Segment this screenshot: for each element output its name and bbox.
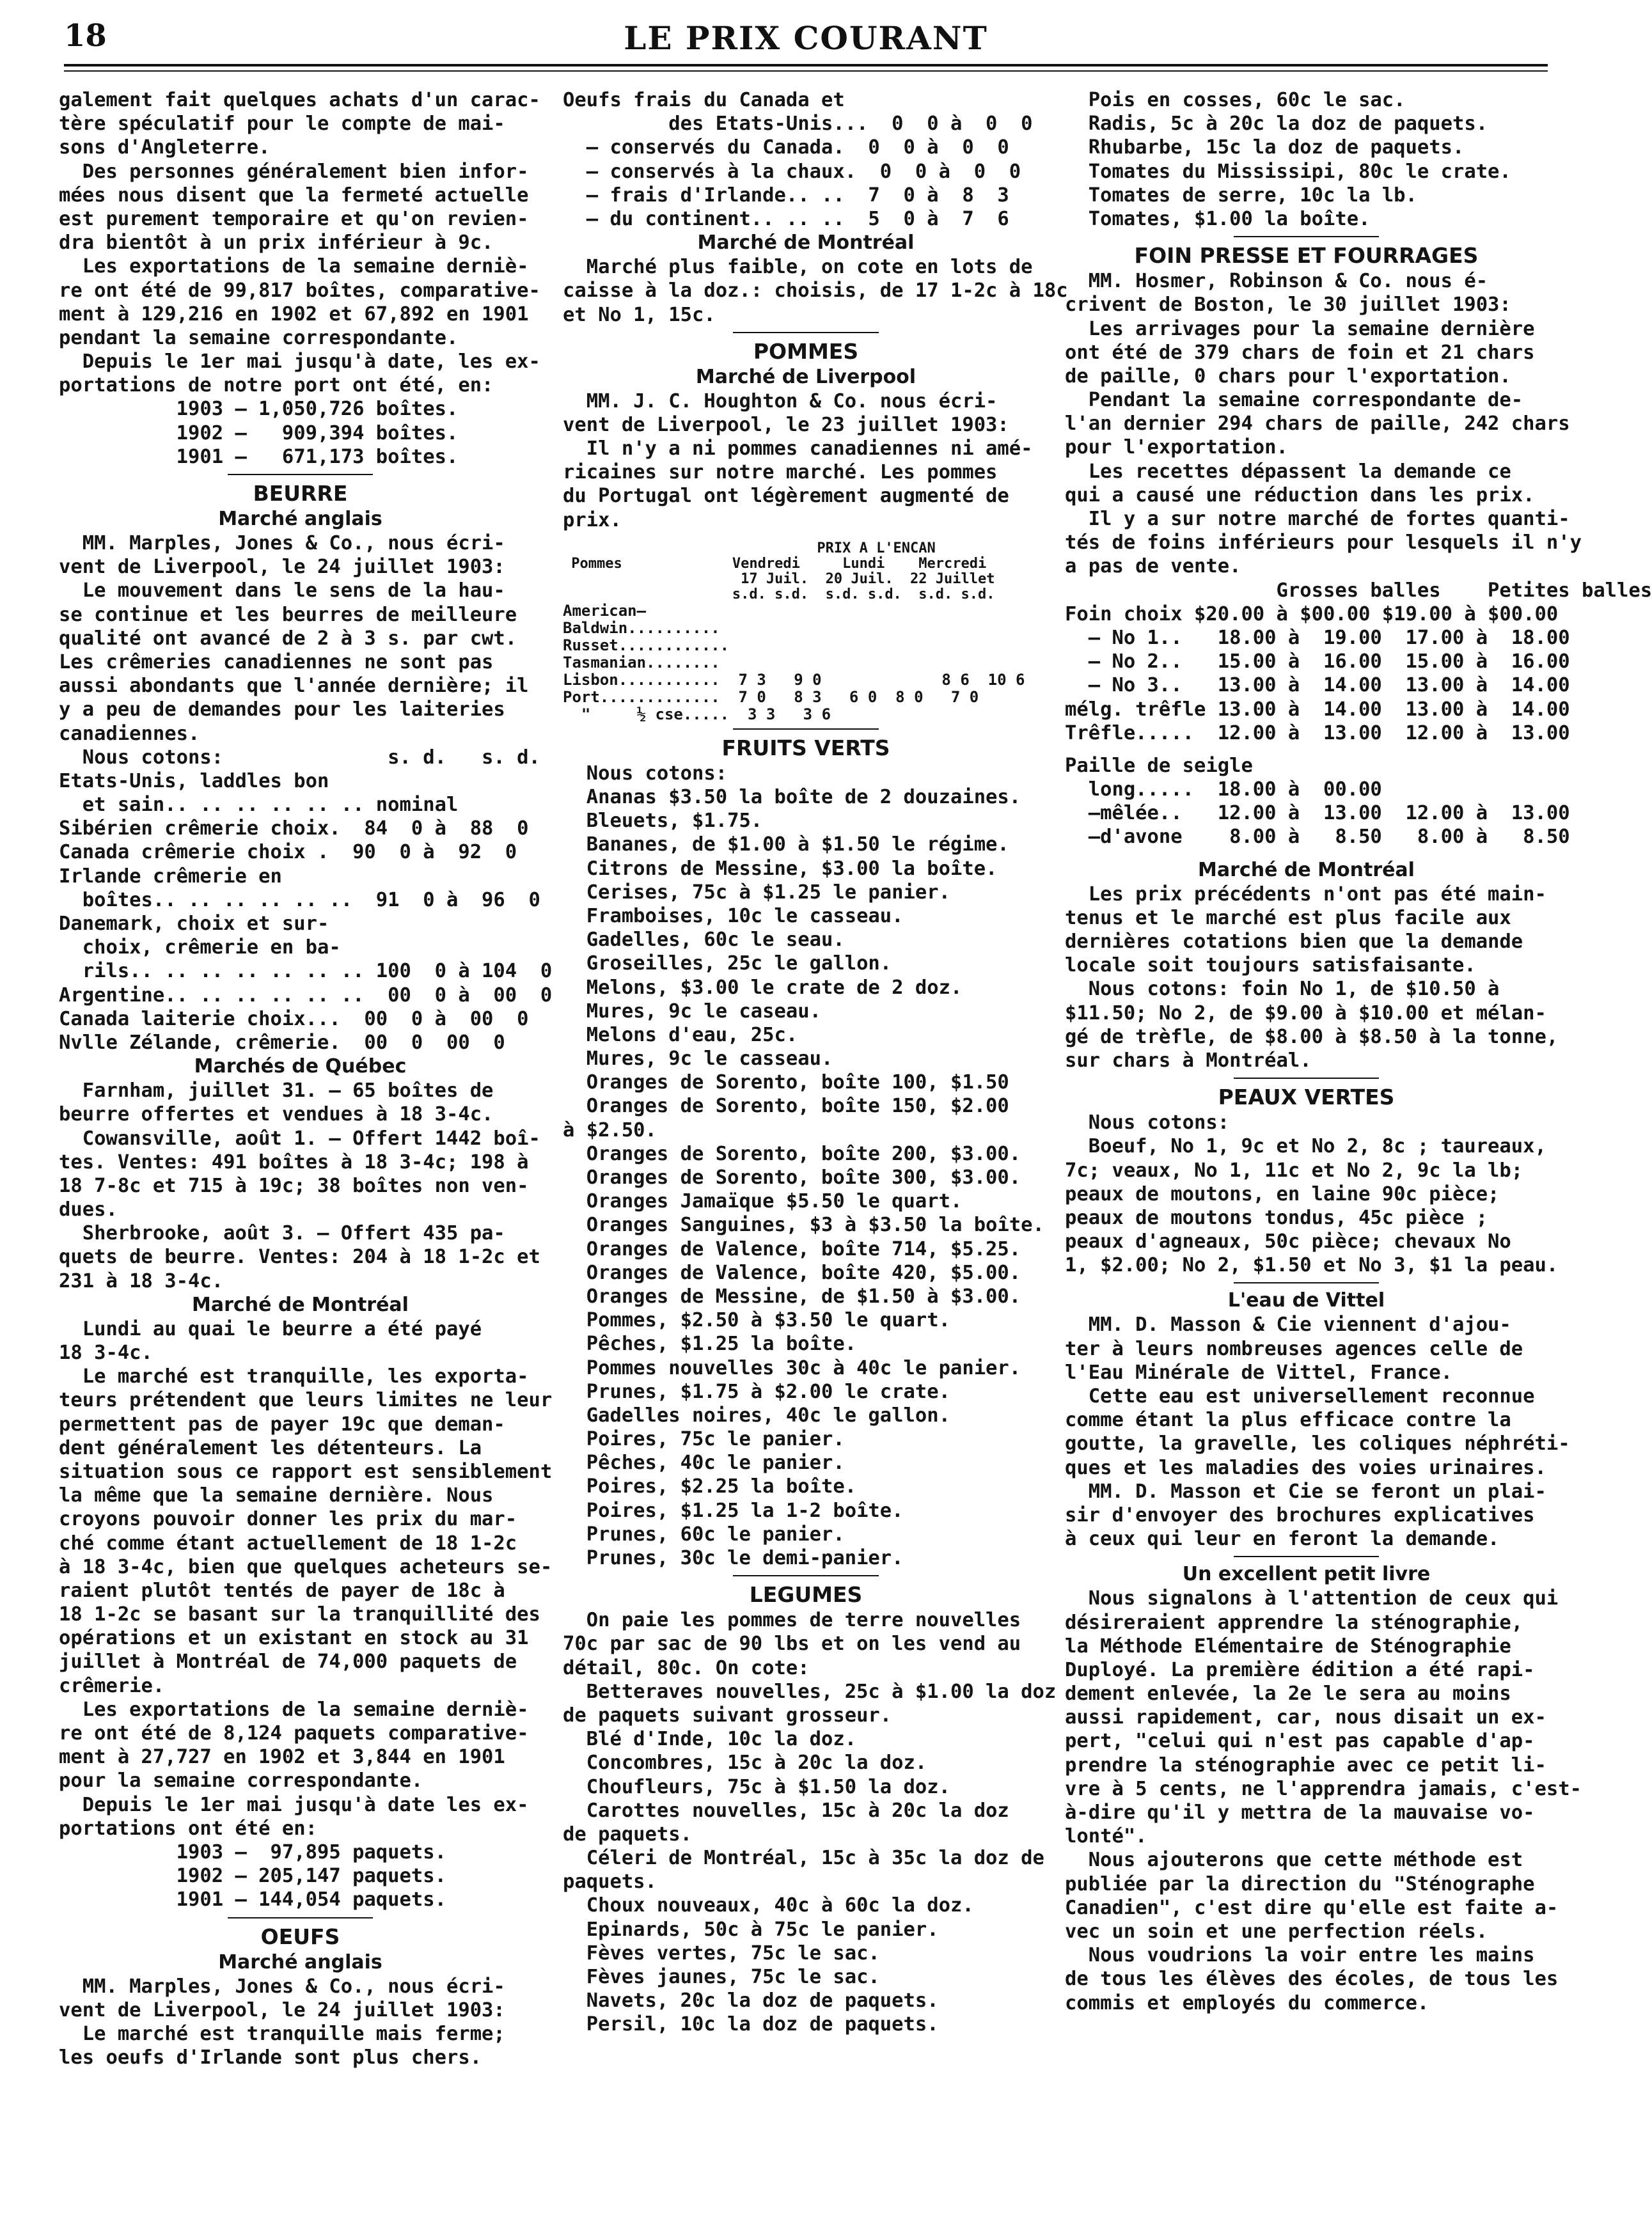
text-line: $11.50; No 2, de $9.00 à $10.00 et mélan- [1065,1001,1546,1024]
text-line: Choux nouveaux, 40c à 60c la doz. [563,1894,974,1917]
text-line: prix. [563,508,622,531]
column-1 [59,88,553,2069]
text-line: sir d'envoyer des brochures explicatives [1065,1503,1535,1526]
text-line: Danemark, choix et sur- [59,913,329,935]
text-line: dernières cotations bien que la demande [1065,930,1523,953]
text-line: Les exportations de la semaine derniè- [59,1698,529,1721]
text-line: qualité ont avancé de 2 à 3 s. par cwt. [59,627,517,650]
table-header-line: s.d. s.d. s.d. s.d. s.d. s.d. [563,586,995,602]
text-line: MM. D. Masson & Cie viennent d'ajou- [1065,1314,1511,1337]
text-line: Les prix précédents n'ont pas été main- [1065,883,1546,906]
text-line: locale soit toujours satisfaisante. [1065,954,1476,977]
text-line: goutte, la gravelle, les coliques néphréti- [1065,1432,1570,1455]
text-line: Nous signalons à l'attention de ceux qui [1065,1587,1559,1610]
text-line: pour l'exportation. [1065,436,1288,459]
section-divider [563,1570,1049,1581]
text-line: Prunes, 60c le panier. [563,1523,845,1546]
text-line: 18 7-8c et 715 à 19c; 38 boîtes non ven- [59,1174,529,1197]
section-divider [1065,231,1548,242]
text-line: Bananes, de $1.00 à $1.50 le régime. [563,833,1009,856]
text-line: — conservés à la chaux. 0 0 à 0 0 [563,160,1021,183]
text-line: Oranges Sanguines, $3 à $3.50 la boîte. [563,1214,1044,1237]
text-line: Sherbrooke, août 3. — Offert 435 pa- [59,1222,505,1245]
text-line: de paille, 0 chars pour l'exportation. [1065,365,1511,388]
text-line: MM. J. C. Houghton & Co. nous écri- [563,389,998,412]
text-line: Le marché est tranquille, les exporta- [59,1365,529,1388]
table-row: Baldwin.......... [563,618,720,637]
text-line: comme étant la plus efficace contre la [1065,1409,1511,1432]
text-line: — du continent.. .. .. 5 0 à 7 6 [563,207,1009,230]
text-line: quets de beurre. Ventes: 204 à 18 1-2c et [59,1246,540,1269]
text-line: ché comme étant actuellement de 18 1-2c [59,1532,517,1555]
text-line: Les crêmeries canadiennes ne sont pas [59,650,494,673]
table-row: " ½ cse..... 3 3 3 6 [563,705,831,723]
text-line: Mures, 9c le casseau. [563,1047,833,1071]
text-line: tes. Ventes: 491 boîtes à 18 3-4c; 198 à [59,1150,529,1173]
section-heading: POMMES [753,338,859,364]
text-line: Cerises, 75c à $1.25 le panier. [563,881,950,904]
text-line: Oranges de Sorento, boîte 200, $3.00. [563,1142,1021,1165]
text-line: Pois en cosses, 60c le sac. [1065,89,1406,111]
text-line: et sain.. .. .. .. .. .. nominal [59,794,459,817]
table-header-line: 17 Juil. 20 Juil. 22 Juillet [563,570,995,587]
text-line: à $2.50. [563,1118,657,1141]
text-line: Le marché est tranquille mais ferme; [59,2022,505,2045]
text-line: pert, "celui qui n'est pas capable d'ap- [1065,1730,1535,1753]
text-line: à-dire qu'il y mettra de la mauvaise vo- [1065,1801,1535,1824]
text-line: Cette eau est universellement reconnue [1065,1385,1535,1408]
text-line: caisse à la doz.: choisis, de 17 1-2c à 18c [563,279,1068,302]
text-line: teurs prétendent que leurs limites ne leur [59,1389,553,1412]
text-line: portations ont été en: [59,1817,317,1840]
text-line: Bleuets, $1.75. [563,810,763,833]
page-header [64,13,1548,64]
text-line: Mures, 9c le caseau. [563,1000,821,1023]
text-line: des Etats-Unis... 0 0 à 0 0 [563,113,1033,136]
section-heading: BEURRE [253,481,348,506]
spacer [1065,745,1548,754]
column-2 [563,88,1068,2037]
text-line: Gadelles noires, 40c le gallon. [563,1404,950,1427]
section-heading: FRUITS VERTS [721,735,890,760]
text-line: Il y a sur notre marché de fortes quanti- [1065,508,1570,530]
text-line: Carottes nouvelles, 15c à 20c la doz [563,1799,1009,1822]
text-line: Depuis le 1er mai jusqu'à date, les ex- [59,350,540,373]
text-line: Le mouvement dans le sens de la hau- [59,579,505,602]
text-line: raient plutôt tentés de payer de 18c à [59,1579,505,1602]
text-line: à ceux qui leur en feront la demande. [1065,1528,1500,1551]
text-line: permettent pas de payer 19c que deman- [59,1413,505,1436]
spacer [563,532,1049,541]
table-header-line: Pommes Vendredi Lundi Mercredi [563,555,987,572]
text-line: MM. Marples, Jones & Co., nous écri- [59,1975,505,1998]
text-line: et No 1, 15c. [563,303,716,326]
subsection-heading: Marchés de Québec [194,1055,407,1078]
text-line: gé de trèfle, de $8.00 à $8.50 à la tonne, [1065,1025,1559,1048]
text-line: Lundi au quai le beurre a été payé [59,1317,482,1340]
text-line: les oeufs d'Irlande sont plus chers. [59,2046,482,2069]
table-header-line: PRIX A L'ENCAN [563,540,936,556]
text-line: re ont été de 8,124 paquets comparative- [59,1722,529,1745]
text-line: tenus et le marché est plus facile aux [1065,906,1511,929]
text-line: mées nous disent que la fermeté actuelle [59,184,529,207]
text-line: Canada crêmerie choix . 90 0 à 92 0 [59,841,517,864]
text-line: Oranges de Valence, boîte 714, $5.25. [563,1237,1021,1260]
subsection-heading: Marché anglais [218,508,382,530]
text-line: On paie les pommes de terre nouvelles [563,1609,1021,1632]
text-line: Betteraves nouvelles, 25c à $1.00 la doz [563,1680,1057,1703]
text-line: Nous cotons: [563,762,728,785]
text-line: Canada laiterie choix... 00 0 à 00 0 [59,1007,529,1030]
text-line: Les recettes dépassent la demande ce [1065,460,1511,483]
section-heading: LEGUMES [749,1582,863,1608]
text-line: est purement temporaire et qu'on revien- [59,207,529,230]
text-line: Ananas $3.50 la boîte de 2 douzaines. [563,786,1021,808]
text-line: Céleri de Montréal, 15c à 35c la doz de [563,1847,1044,1870]
text-line: Oranges de Sorento, boîte 300, $3.00. [563,1166,1021,1189]
section-divider [563,723,1049,735]
text-line: paquets. [563,1871,657,1894]
text-line: Etats-Unis, laddles bon [59,769,329,792]
text-line: 1901 — 144,054 paquets. [59,1888,446,1911]
text-line: 7c; veaux, No 1, 11c et No 2, 9c la lb; [1065,1159,1523,1182]
text-line: ricaines sur notre marché. Les pommes [563,461,998,484]
text-line: dra bientôt à un prix inférieur à 9c. [59,231,494,255]
subsection-heading: Marché de Montréal [1198,858,1415,881]
text-line: vec un soin et une perfection réels. [1065,1920,1488,1943]
section-divider [59,1912,542,1924]
text-line: 18 1-2c se basant sur la tranquillité des [59,1603,540,1626]
text-line: Blé d'Inde, 10c la doz. [563,1728,857,1751]
page-number: 18 [64,18,107,54]
text-line: Cowansville, août 1. — Offert 1442 boî- [59,1127,540,1150]
text-line: Citrons de Messine, $3.00 la boîte. [563,857,998,880]
text-line: — No 2.. 15.00 à 16.00 15.00 à 16.00 [1065,650,1570,673]
text-line: Nous cotons: foin No 1, de $10.50 à [1065,978,1500,1001]
text-line: Pêches, $1.25 la boîte. [563,1333,857,1356]
text-line: pendant la semaine correspondante. [59,326,459,349]
text-line: Nous cotons: s. d. s. d. [59,746,540,769]
text-line: Paille de seigle [1065,754,1253,777]
text-line: juillet à Montréal de 74,000 paquets de [59,1651,517,1674]
text-line: —mêlée.. 12.00 à 13.00 12.00 à 13.00 [1065,802,1570,825]
text-line: qui a causé une réduction dans les prix. [1065,483,1535,506]
spacer [1065,849,1548,858]
text-line: Fèves vertes, 75c le sac. [563,1942,880,1965]
text-line: peaux de moutons tondus, 45c pièce ; [1065,1206,1488,1229]
text-line: Epinards, 50c à 75c le panier. [563,1918,939,1941]
text-line: 231 à 18 3-4c. [59,1269,224,1292]
text-line: lonté". [1065,1825,1147,1848]
text-line: Navets, 20c la doz de paquets. [563,1989,939,2012]
text-line: canadiennes. [59,722,200,745]
text-line: —d'avone 8.00 à 8.50 8.00 à 8.50 [1065,826,1570,849]
text-line: Trêfle..... 12.00 à 13.00 12.00 à 13.00 [1065,721,1570,744]
text-line: ques et les maladies des voies urinaires. [1065,1456,1546,1479]
text-line: 1903 — 97,895 paquets. [59,1840,446,1863]
subsection-heading: L'eau de Vittel [1227,1289,1385,1312]
text-line: peaux d'agneaux, 50c pièce; chevaux No [1065,1230,1511,1253]
table-row: Port............. 7 0 8 3 6 0 8 0 7 0 [563,687,979,706]
text-line: du Portugal ont légèrement augmenté de [563,485,1009,508]
text-line: 1903 — 1,050,726 boîtes. [59,398,459,421]
section-divider [1065,1277,1548,1289]
text-line: Radis, 5c à 20c la doz de paquets. [1065,113,1488,136]
text-line: crivent de Boston, le 30 juillet 1903: [1065,294,1511,317]
text-line: Oranges de Sorento, boîte 150, $2.00 [563,1095,1009,1118]
text-line: ter à leurs nombreuses agences celle de [1065,1337,1523,1360]
text-line: Pendant la semaine correspondante de- [1065,389,1523,412]
text-line: peaux de moutons, en laine 90c pièce; [1065,1182,1500,1205]
section-divider [59,469,542,480]
text-line: vent de Liverpool, le 24 juillet 1903: [59,1998,505,2021]
text-line: Sibérien crêmerie choix. 84 0 à 88 0 [59,817,529,840]
text-line: — frais d'Irlande.. .. 7 0 à 8 3 [563,184,1009,207]
text-line: la Méthode Elémentaire de Sténographie [1065,1635,1511,1658]
text-line: 1902 — 909,394 boîtes. [59,421,459,444]
text-line: Irlande crêmerie en [59,865,282,888]
text-line: la même que la semaine dernière. Nous [59,1484,494,1507]
text-line: Tomates du Mississipi, 80c le crate. [1065,160,1511,183]
text-line: ment à 129,216 en 1902 et 67,892 en 1901 [59,302,529,326]
text-line: Il n'y a ni pommes canadiennes ni amé- [563,437,1033,460]
text-line: désireraient apprendre la sténographie, [1065,1611,1523,1634]
subsection-heading: Marché anglais [218,1950,382,1973]
text-line: Boeuf, No 1, 9c et No 2, 8c ; taureaux, [1065,1135,1546,1158]
text-line: MM. Hosmer, Robinson & Co. nous é- [1065,270,1488,293]
section-divider [563,327,1049,338]
text-line: dues. [59,1198,118,1221]
text-line: beurre offertes et vendues à 18 3-4c. [59,1103,494,1126]
text-line: Melons d'eau, 25c. [563,1023,798,1046]
section-heading: FOIN PRESSE ET FOURRAGES [1134,243,1479,269]
text-line: rils.. .. .. .. .. .. .. 100 0 à 104 0 [59,960,553,983]
text-line: Pêches, 40c le panier. [563,1452,845,1475]
text-line: Poires, 75c le panier. [563,1428,845,1451]
subsection-heading: Un excellent petit livre [1182,1563,1431,1586]
table-row: Tasmanian........ [563,653,720,671]
text-line: Melons, $3.00 le crate de 2 doz. [563,976,963,999]
text-line: Oranges de Messine, de $1.50 à $3.00. [563,1285,1021,1308]
text-line: ment à 27,727 en 1902 et 3,844 en 1901 [59,1746,505,1769]
text-line: ont été de 379 chars de foin et 21 chars [1065,341,1535,364]
text-line: pour la semaine correspondante. [59,1769,423,1793]
text-line: Nvlle Zélande, crêmerie. 00 0 00 0 [59,1031,505,1054]
text-line: se continue et les beurres de meilleure [59,603,517,626]
text-line: 70c par sac de 90 lbs et on les vend au [563,1633,1021,1656]
table-row: American— [563,601,647,620]
text-line: — No 3.. 13.00 à 14.00 13.00 à 14.00 [1065,674,1570,697]
text-line: 1902 — 205,147 paquets. [59,1865,446,1888]
subsection-heading: Marché de Montréal [192,1293,409,1316]
text-line: sons d'Angleterre. [59,136,271,159]
section-divider [1065,1072,1548,1084]
text-line: tère spéculatif pour le compte de mai- [59,113,505,136]
text-line: Oranges de Valence, boîte 420, $5.00. [563,1261,1021,1284]
header-rule [64,64,1548,67]
text-line: Oeufs frais du Canada et [563,89,845,111]
text-line: Concombres, 15c à 20c la doz. [563,1752,927,1775]
text-line: long..... 18.00 à 00.00 [1065,778,1382,801]
text-line: MM. Marples, Jones & Co., nous écri- [59,532,505,554]
text-line: y a peu de demandes pour les laiteries [59,698,505,721]
text-line: opérations et un existant en stock au 31 [59,1627,529,1650]
text-line: l'an dernier 294 chars de paille, 242 chars [1065,412,1570,435]
text-line: Marché plus faible, on cote en lots de [563,256,1033,279]
text-line: Grosses balles Petites balles [1065,579,1652,602]
text-line: de paquets suivant grosseur. [563,1704,892,1727]
text-line: Les arrivages pour la semaine dernière [1065,317,1535,340]
text-line: Rhubarbe, 15c la doz de paquets. [1065,136,1465,159]
text-line: aussi abondants que l'année dernière; il [59,675,529,698]
text-line: Prunes, $1.75 à $2.00 le crate. [563,1380,950,1403]
text-line: a pas de vente. [1065,555,1241,578]
text-line: Poires, $1.25 la 1-2 boîte. [563,1499,904,1522]
text-line: Des personnes généralement bien infor- [59,160,529,183]
text-line: — conservés du Canada. 0 0 à 0 0 [563,136,1009,159]
text-line: à 18 3-4c, bien que quelques acheteurs se- [59,1555,553,1578]
section-heading: OEUFS [260,1924,340,1949]
text-line: Farnham, juillet 31. — 65 boîtes de [59,1079,494,1102]
text-line: croyons pouvoir donner les prix du mar- [59,1508,517,1531]
text-line: Groseilles, 25c le gallon. [563,952,892,975]
text-line: Nous ajouterons que cette méthode est [1065,1849,1523,1872]
text-line: Prunes, 30c le demi-panier. [563,1547,904,1569]
text-line: tés de foins inférieurs pour lesquels il n'y [1065,531,1582,554]
section-heading: PEAUX VERTES [1218,1085,1395,1110]
text-line: dent généralement les détenteurs. La [59,1436,482,1459]
header-rule-thin [64,70,1548,72]
text-line: galement fait quelques achats d'un carac- [59,89,540,111]
text-line: 18 3-4c. [59,1342,153,1364]
text-line: dement enlevée, la 2e le sera au moins [1065,1683,1511,1706]
text-line: Framboises, 10c le casseau. [563,904,904,927]
subsection-heading: Marché de Montréal [697,231,915,255]
text-line: crêmerie. [59,1674,165,1697]
table-row: Russet............ [563,636,730,654]
text-line: Nous voudrions la voir entre les mains [1065,1944,1535,1967]
text-line: re ont été de 99,817 boîtes, comparative- [59,279,540,302]
subsection-heading: Marché de Liverpool [695,365,916,388]
text-line: vre à 5 cents, ne l'apprendra jamais, c'est- [1065,1777,1582,1800]
text-line: Fèves jaunes, 75c le sac. [563,1966,880,1988]
text-line: — No 1.. 18.00 à 19.00 17.00 à 18.00 [1065,626,1570,649]
column-3 [1065,88,1652,2015]
table-row: Lisbon........... 7 3 9 0 8 6 10 6 [563,670,1025,689]
text-line: Tomates de serre, 10c la lb. [1065,184,1417,207]
text-line: portations de notre port ont été, en: [59,374,494,397]
text-line: Depuis le 1er mai jusqu'à date les ex- [59,1793,529,1816]
text-line: Poires, $2.25 la boîte. [563,1475,857,1498]
text-line: Canadien", c'est dire qu'elle est faite a- [1065,1896,1559,1919]
text-line: Nous cotons: [1065,1111,1230,1134]
text-line: Argentine.. .. .. .. .. .. 00 0 à 00 0 [59,984,553,1007]
text-line: Tomates, $1.00 la boîte. [1065,207,1371,230]
text-line: Persil, 10c la doz de paquets. [563,2013,939,2036]
text-line: vent de Liverpool, le 24 juillet 1903: [59,556,505,579]
text-line: Pommes, $2.50 à $3.50 le quart. [563,1309,950,1332]
text-line: sur chars à Montréal. [1065,1049,1312,1072]
text-line: de paquets. [563,1823,692,1846]
text-line: Gadelles, 60c le seau. [563,929,845,952]
text-line: l'Eau Minérale de Vittel, France. [1065,1361,1452,1384]
text-line: Duployé. La première édition a été rapi- [1065,1658,1535,1681]
text-line: aussi rapidement, car, nous disait un ex- [1065,1706,1546,1729]
newspaper-title: LE PRIX COURANT [624,19,988,57]
text-line: situation sous ce rapport est sensiblement [59,1460,553,1483]
text-line: Oranges Jamaïque $5.50 le quart. [563,1190,963,1213]
text-line: boîtes.. .. .. .. .. .. 91 0 à 96 0 [59,888,540,911]
text-line: MM. D. Masson et Cie se feront un plai- [1065,1480,1546,1503]
text-line: Les exportations de la semaine derniè- [59,255,529,278]
text-line: détail, 80c. On cote: [563,1656,810,1679]
text-line: Choufleurs, 75c à $1.50 la doz. [563,1775,950,1798]
section-divider [1065,1551,1548,1562]
text-line: prendre la sténographie avec ce petit li- [1065,1753,1546,1777]
text-line: mélg. trêfle 13.00 à 14.00 13.00 à 14.00 [1065,698,1570,721]
text-line: Foin choix $20.00 à $00.00 $19.00 à $00.00 [1065,602,1559,625]
text-line: 1901 — 671,173 boîtes. [59,445,459,468]
text-line: 1, $2.00; No 2, $1.50 et No 3, $1 la peau. [1065,1254,1559,1277]
text-line: publiée par la direction du "Sténographe [1065,1872,1535,1895]
text-line: Pommes nouvelles 30c à 40c le panier. [563,1356,1021,1379]
text-line: Oranges de Sorento, boîte 100, $1.50 [563,1071,1009,1094]
text-line: de tous les élèves des écoles, de tous les [1065,1968,1559,1991]
text-line: commis et employés du commerce. [1065,1991,1429,2014]
text-line: vent de Liverpool, le 23 juillet 1903: [563,413,1009,436]
text-line: choix, crêmerie en ba- [59,936,341,959]
